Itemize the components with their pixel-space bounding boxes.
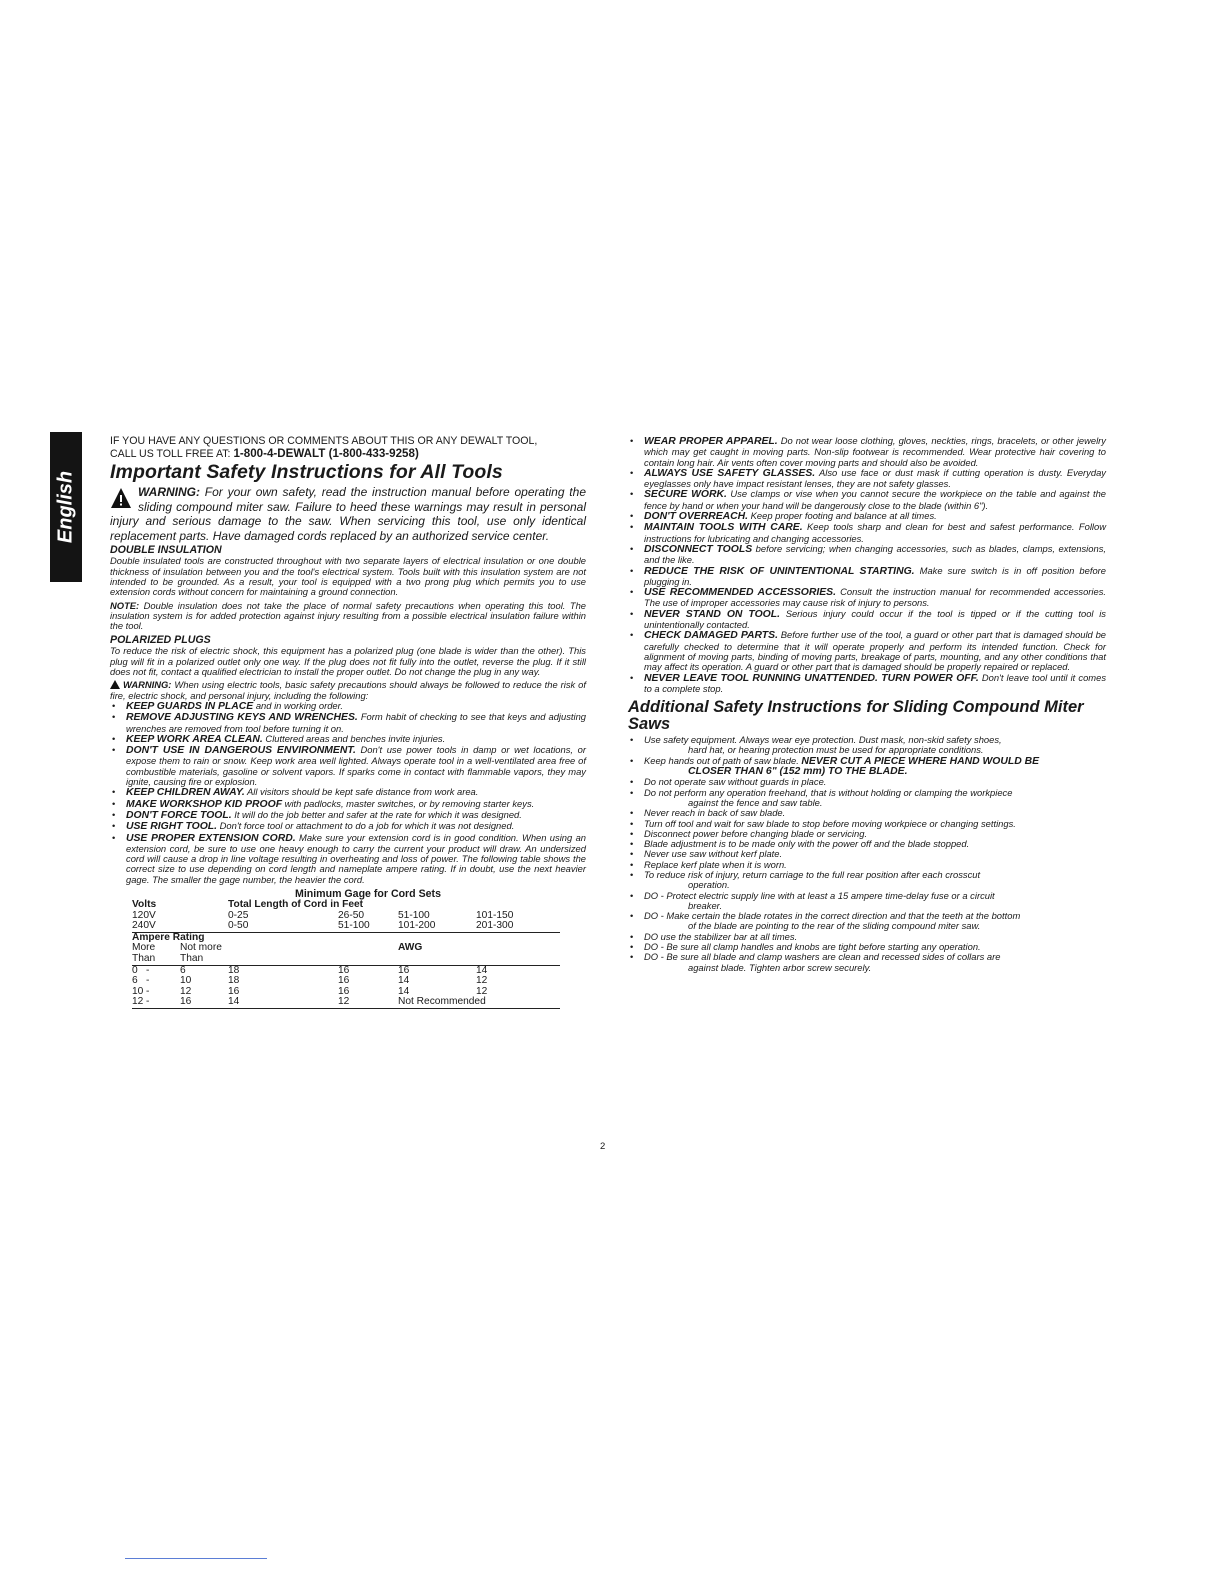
list-item: • MAINTAIN TOOLS WITH CARE. Keep tools sharp and clean for best and safest performance. Follow instructions for lubricating and changing accessories. xyxy=(628,522,1106,544)
list-item: • KEEP WORK AREA CLEAN. Cluttered areas and benches invite injuries. xyxy=(110,734,586,745)
left-column xyxy=(110,436,586,1009)
page-number: 2 xyxy=(600,1141,606,1152)
note-label: NOTE: xyxy=(110,599,140,611)
table-row: Than Than xyxy=(132,954,560,965)
general-safety-list-continued xyxy=(628,436,1106,694)
table-row: 12 - 16 14 12 Not Recommended xyxy=(132,997,560,1008)
table-row: 0 - 6 18 16 16 14 xyxy=(132,964,488,976)
toll-free-number: 1-800-4-DEWALT (1-800-433-9258) xyxy=(233,446,419,460)
intro-line2 xyxy=(110,448,586,461)
intro-line1: IF YOU HAVE ANY QUESTIONS OR COMMENTS ABOUT THIS OR ANY DEWALT TOOL, xyxy=(110,435,538,447)
table-row: 10 - 12 16 16 14 12 xyxy=(132,985,488,997)
list-item: • DO - Be sure all clamp handles and knobs are tight before starting any operation. xyxy=(628,942,1106,952)
list-item: • USE RECOMMENDED ACCESSORIES. Consult the instruction manual for recommended accessories. The use of improper accessories may cause risk of injury to persons. xyxy=(628,587,1106,609)
table-row xyxy=(132,900,560,911)
list-item: • Blade adjustment is to be made only with the power off and the blade stopped. xyxy=(628,839,1106,849)
insulation-note xyxy=(110,601,586,632)
list-item: • DISCONNECT TOOLS before servicing; when changing accessories, such as blades, clamps, extensions, and the like. xyxy=(628,544,1106,566)
list-item: • Use safety equipment. Always wear eye protection. Dust mask, non-skid safety shoes, hard hat, or hearing protection must be used for appropriate conditions. xyxy=(628,735,1106,756)
list-item: • Do not operate saw without guards in place. xyxy=(628,777,1106,787)
polarized-plugs-text: To reduce the risk of electric shock, this equipment has a polarized plug (one blade is wider than the other). This plug will fit in a polarized outlet only one way. If the plug does not fit fully into the outlet, reverse the plug. If it still does not fit, contact a qualified electrician to install the proper outlet. Do not change the plug in any way. xyxy=(110,645,586,678)
table-row: 120V 0-25 26-50 51-100 101-150 xyxy=(132,909,514,921)
list-item: • KEEP GUARDS IN PLACE and in working order. xyxy=(110,701,586,712)
general-safety-list xyxy=(110,701,586,885)
list-item: • NEVER STAND ON TOOL. Serious injury could occur if the tool is tipped or if the cutting tool is unintentionally contacted. xyxy=(628,609,1106,631)
table-row: 240V 0-50 51-100 101-200 201-300 xyxy=(132,921,560,932)
list-item: • CHECK DAMAGED PARTS. Before further use of the tool, a guard or other part that is damaged should be carefully checked to determine that it will operate properly and perform its intended function. Check for alignment of moving parts, binding of moving parts, breakage of parts, mounting, and any other conditions that may affect its operation. A guard or other part that is damaged should be properly repaired or replaced. xyxy=(628,630,1106,672)
warning-block xyxy=(110,485,586,543)
list-item: • Do not perform any operation freehand, that is without holding or clamping the workpiece against the fence and saw table. xyxy=(628,788,1106,809)
awg-header: AWG xyxy=(398,942,423,954)
list-item: • WEAR PROPER APPAREL. Do not wear loose clothing, gloves, neckties, rings, bracelets, or other jewelry which may get caught in moving parts. Non-slip footwear is recommended. Wear protective hair covering to contain long hair. Air vents often cover moving parts and should also be avoided. xyxy=(628,436,1106,468)
list-item: • USE PROPER EXTENSION CORD. Make sure your extension cord is in good condition. When using an extension cord, be sure to use one heavy enough to carry the current your product will draw. An undersized cord will cause a drop in line voltage resulting in overheating and loss of power. The following table shows the correct size to use depending on cord length and nameplate ampere rating. If in doubt, use the next heavier gage. The smaller the gage number, the heavier the cord. xyxy=(110,833,586,885)
heading-important-safety: Important Safety Instructions for All Tools xyxy=(110,461,503,483)
list-item: • NEVER LEAVE TOOL RUNNING UNATTENDED. TURN POWER OFF. Don't leave tool until it comes to a complete stop. xyxy=(628,673,1106,695)
list-item: • KEEP CHILDREN AWAY. All visitors should be kept safe distance from work area. xyxy=(110,787,586,798)
list-item: • To reduce risk of injury, return carriage to the full rear position after each crosscut operation. xyxy=(628,870,1106,891)
list-item: • Never reach in back of saw blade. xyxy=(628,808,1106,818)
warning-triangle-icon xyxy=(110,487,132,509)
list-item: • DO - Make certain the blade rotates in the correct direction and that the teeth at the bottom of the blade are pointing to the rear of the sliding compound miter saw. xyxy=(628,911,1106,932)
list-item: • MAKE WORKSHOP KID PROOF with padlocks, master switches, or by removing starter keys. xyxy=(110,799,586,810)
heading-additional-safety: Additional Safety Instructions for Sliding Compound Miter Saws xyxy=(628,698,1084,734)
list-item: • REDUCE THE RISK OF UNINTENTIONAL STARTING. Make sure switch is in off position before plugging in. xyxy=(628,566,1106,588)
ampere-header: Ampere Rating xyxy=(132,931,205,943)
volts-header: Volts xyxy=(132,898,157,910)
list-item: • USE RIGHT TOOL. Don't force tool or attachment to do a job for which it was not designed. xyxy=(110,821,586,832)
intro-line2-prefix: CALL US TOLL FREE AT: xyxy=(110,447,234,460)
warning-text: For your own safety, read the instruction manual before operating the sliding compound miter saw. Failure to heed these warnings may result in personal injury and serious damage to the saw. When servicing this tool, use only identical replacement parts. Have damaged cords replaced by an authorized service center. xyxy=(110,485,586,543)
warning-label: WARNING: xyxy=(138,485,200,499)
double-insulation-title: DOUBLE INSULATION xyxy=(110,544,222,557)
warning2-label: WARNING: xyxy=(123,679,172,691)
right-column xyxy=(628,436,1106,973)
list-item: • DON'T USE IN DANGEROUS ENVIRONMENT. Don't use power tools in damp or wet locations, or expose them to rain or snow. Keep work area well lighted. Always operate tool in a well-ventilated area free of combustible materials, gasoline or solvent vapors. If sparks come in contact with flammable vapors, they may ignite, causing fire or explosion. xyxy=(110,745,586,787)
list-item: • DO - Protect electric supply line with at least a 15 ampere time-delay fuse or a circuit breaker. xyxy=(628,891,1106,912)
list-item: • DO use the stabilizer bar at all times. xyxy=(628,932,1106,942)
bottom-link-underline[interactable] xyxy=(125,1558,267,1559)
list-item: • SECURE WORK. Use clamps or vise when you cannot secure the workpiece on the table and against the fence by hand or when your hand will be dangerously close to the blade (within 6"). xyxy=(628,489,1106,511)
list-item: • ALWAYS USE SAFETY GLASSES. Also use face or dust mask if cutting operation is dusty. Everyday eyeglasses only have impact resistant lenses, they are not safety glasses. xyxy=(628,468,1106,490)
contact-intro xyxy=(110,436,586,460)
list-item: • DON'T FORCE TOOL. It will do the job better and safer at the rate for which it was designed. xyxy=(110,810,586,821)
list-item: • REMOVE ADJUSTING KEYS AND WRENCHES. Form habit of checking to see that keys and adjusting wrenches are removed from tool before turning it on. xyxy=(110,712,586,734)
list-item: • DON'T OVERREACH. Keep proper footing and balance at all times. xyxy=(628,511,1106,522)
list-item: • Keep hands out of path of saw blade. NEVER CUT A PIECE WHERE HAND WOULD BE CLOSER THAN 6" (152 mm) TO THE BLADE. xyxy=(628,756,1106,778)
language-tab xyxy=(50,432,82,582)
language-tab-label: English xyxy=(54,470,77,544)
list-item: • Disconnect power before changing blade or servicing. xyxy=(628,829,1106,839)
warning2 xyxy=(110,680,586,701)
cord-table-title: Minimum Gage for Cord Sets xyxy=(295,887,441,900)
table-row: 6 - 10 18 16 14 12 xyxy=(132,975,488,987)
double-insulation-text: Double insulated tools are constructed throughout with two separate layers of electrical insulation or one double thickness of insulation between you and the tool's electrical system. Tools built with this insulation system are not intended to be grounded. As a result, your tool is equipped with a two prong plug which permits you to use extension cords without concern for maintaining a ground connection. xyxy=(110,555,586,598)
miter-saw-safety-list xyxy=(628,735,1106,973)
polarized-plugs-title: POLARIZED PLUGS xyxy=(110,634,211,647)
list-item: • Replace kerf plate when it is worn. xyxy=(628,860,1106,870)
note-text: Double insulation does not take the place of normal safety precautions when operating this tool. The insulation system is for added protection against injury resulting from a possible electrical insulation failure within the tool. xyxy=(110,599,587,632)
list-item: • Never use saw without kerf plate. xyxy=(628,849,1106,859)
cord-gage-table xyxy=(132,900,560,1009)
list-item: • Turn off tool and wait for saw blade to stop before moving workpiece or changing settings. xyxy=(628,819,1106,829)
list-item: • DO - Be sure all blade and clamp washers are clean and recessed sides of collars are against blade. Tighten arbor screw securely. xyxy=(628,952,1106,973)
table-row: More Not more AWG xyxy=(132,943,560,954)
length-header: Total Length of Cord in Feet xyxy=(228,898,364,910)
warning2-text: When using electric tools, basic safety precautions should always be followed to reduce the risk of fire, electric shock, and personal injury, including the following: xyxy=(110,679,586,701)
warning-triangle-small-icon xyxy=(110,680,120,689)
